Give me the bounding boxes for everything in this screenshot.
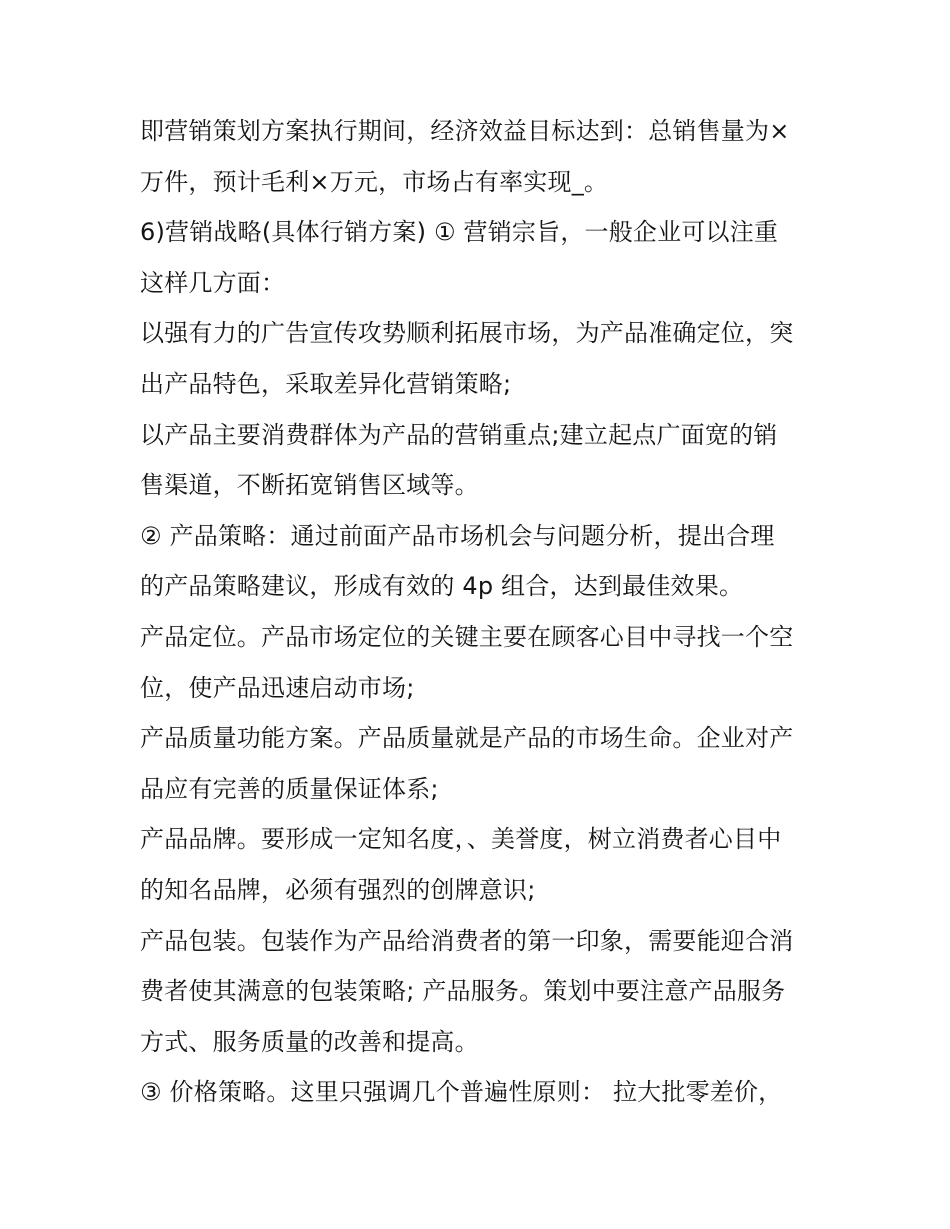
text-line-19: 方式、服务质量的改善和提高。 [140,1027,479,1056]
text-line-10: 的产品策略建议，形成有效的 4p 组合，达到最佳效果。 [140,572,744,601]
text-line-4: 这样几方面： [140,268,286,297]
text-line-12: 位，使产品迅速启动市场; [140,673,415,702]
text-line-15: 产品品牌。要形成一定知名度，、美誉度，树立消费者心目中 [140,825,782,854]
text-line-17: 产品包装。包装作为产品给消费者的第一印象，需要能迎合消 [140,926,794,955]
text-line-14: 品应有完善的质量保证体系; [140,774,439,803]
text-line-5: 以强有力的广告宣传攻势顺利拓展市场，为产品准确定位，突 [140,319,794,348]
text-line-3: 6)营销战略(具体行销方案) ① 营销宗旨，一般企业可以注重 [140,218,779,247]
text-line-9: ② 产品策略：通过前面产品市场机会与问题分析，提出合理 [140,521,775,550]
text-line-16: 的知名品牌，必须有强烈的创牌意识; [140,875,536,904]
text-line-13: 产品质量功能方案。产品质量就是产品的市场生命。企业对产 [140,724,794,753]
text-line-8: 售渠道，不断拓宽销售区域等。 [140,471,479,500]
text-line-20: ③ 价格策略。这里只强调几个普遍性原则： 拉大批零差价， [140,1078,783,1107]
text-line-7: 以产品主要消费群体为产品的营销重点;建立起点广面宽的销 [140,420,778,449]
text-line-11: 产品定位。产品市场定位的关键主要在顾客心目中寻找一个空 [140,622,794,651]
document-body [140,106,820,1118]
text-line-1: 即营销策划方案执行期间，经济效益目标达到：总销售量为× [140,117,790,145]
text-line-18: 费者使其满意的包装策略; 产品服务。策划中要注意产品服务 [140,977,786,1006]
text-line-2: 万件，预计毛利×万元，市场占有率实现_。 [140,167,609,196]
text-line-6: 出产品特色，采取差异化营销策略; [140,369,512,398]
